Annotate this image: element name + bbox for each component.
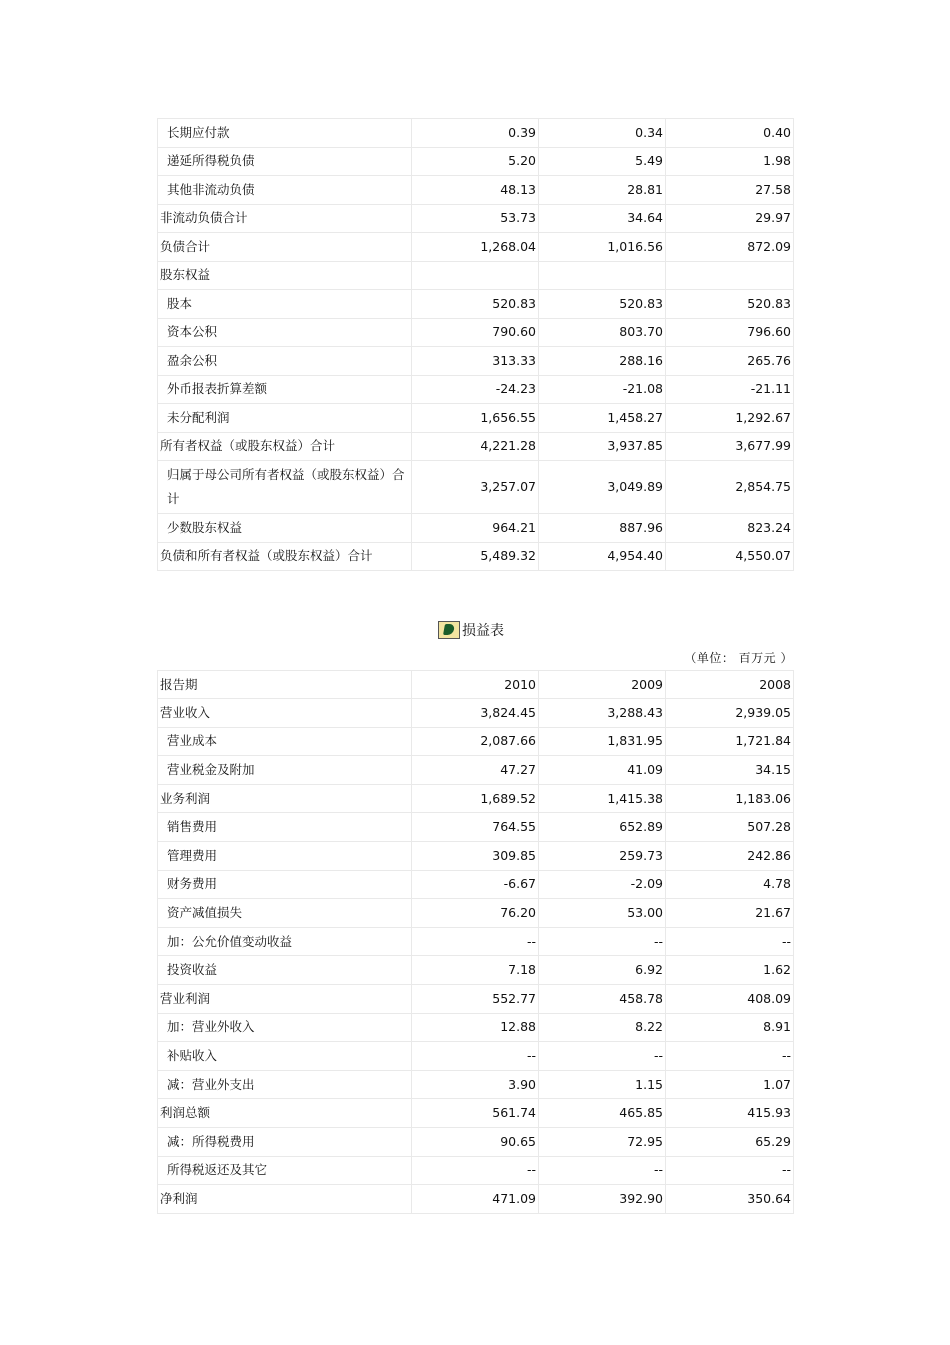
table-row [158,290,794,319]
row-value: 1,458.27 [539,404,666,433]
header-year: 2010 [412,671,539,699]
row-label: 股东权益 [158,261,412,290]
row-value: 5.20 [412,147,539,176]
table-row [158,375,794,404]
row-value: 1.15 [539,1070,666,1099]
row-label: 资产减值损失 [158,899,412,928]
row-value: 2,854.75 [666,461,794,514]
table-row [158,727,794,756]
row-value: 3,049.89 [539,461,666,514]
row-value: 1.98 [666,147,794,176]
row-value: 259.73 [539,841,666,870]
row-value: 5,489.32 [412,542,539,571]
row-value: 34.64 [539,204,666,233]
row-label: 管理费用 [158,841,412,870]
row-value: -24.23 [412,375,539,404]
row-label: 所得税返还及其它 [158,1156,412,1185]
row-value: 872.09 [666,233,794,262]
row-value: 309.85 [412,841,539,870]
table-row [158,813,794,842]
row-label: 补贴收入 [158,1042,412,1071]
table-row [158,927,794,956]
row-label: 减：营业外支出 [158,1070,412,1099]
row-value: 27.58 [666,176,794,205]
table-row [158,756,794,785]
row-value: 0.39 [412,119,539,148]
row-value [412,261,539,290]
row-value: 415.93 [666,1099,794,1128]
row-value: 242.86 [666,841,794,870]
table-row [158,176,794,205]
row-value: 3,824.45 [412,699,539,728]
row-label: 营业收入 [158,699,412,728]
table-row [158,870,794,899]
row-value: 21.67 [666,899,794,928]
row-value: 1,831.95 [539,727,666,756]
table-row [158,347,794,376]
table-row [158,1099,794,1128]
row-value: 76.20 [412,899,539,928]
income-statement-body [158,671,794,1214]
row-value: 6.92 [539,956,666,985]
row-value: 8.91 [666,1013,794,1042]
row-label: 负债和所有者权益（或股东权益）合计 [158,542,412,571]
table-row [158,261,794,290]
row-value: -- [412,927,539,956]
table-row [158,1156,794,1185]
table-row [158,233,794,262]
row-value: 796.60 [666,318,794,347]
table-row [158,542,794,571]
row-value: 65.29 [666,1127,794,1156]
row-value: 53.73 [412,204,539,233]
balance-sheet-table [157,118,794,571]
row-value: 520.83 [539,290,666,319]
row-label: 销售费用 [158,813,412,842]
row-value: 0.34 [539,119,666,148]
row-value: 823.24 [666,514,794,543]
row-value: -- [539,1042,666,1071]
row-value: 652.89 [539,813,666,842]
row-label: 盈余公积 [158,347,412,376]
row-value: -21.08 [539,375,666,404]
row-value: 3,257.07 [412,461,539,514]
row-label: 业务利润 [158,784,412,813]
row-value: 350.64 [666,1185,794,1214]
row-value: 3.90 [412,1070,539,1099]
row-value: -21.11 [666,375,794,404]
header-year: 2009 [539,671,666,699]
row-value: 4,550.07 [666,542,794,571]
table-row [158,956,794,985]
row-label: 归属于母公司所有者权益（或股东权益）合计 [158,461,412,514]
row-value: 964.21 [412,514,539,543]
row-value: 561.74 [412,1099,539,1128]
row-value: 1,016.56 [539,233,666,262]
row-value: 471.09 [412,1185,539,1214]
table-row [158,432,794,461]
row-label: 财务费用 [158,870,412,899]
table-row [158,514,794,543]
row-value: 520.83 [412,290,539,319]
row-value: 53.00 [539,899,666,928]
table-row [158,1013,794,1042]
row-label: 长期应付款 [158,119,412,148]
table-row [158,784,794,813]
row-label: 减：所得税费用 [158,1127,412,1156]
table-row [158,119,794,148]
row-label: 投资收益 [158,956,412,985]
row-label: 少数股东权益 [158,514,412,543]
row-value: 520.83 [666,290,794,319]
row-value: 507.28 [666,813,794,842]
balance-sheet-body [158,119,794,571]
row-value: 313.33 [412,347,539,376]
row-label: 利润总额 [158,1099,412,1128]
row-value: 4,221.28 [412,432,539,461]
row-value: -- [666,1156,794,1185]
row-value: -- [539,1156,666,1185]
header-label: 报告期 [158,671,412,699]
table-row [158,1127,794,1156]
row-label: 加：公允价值变动收益 [158,927,412,956]
row-value [539,261,666,290]
row-value: 1,415.38 [539,784,666,813]
income-statement-title-text: 损益表 [462,623,504,639]
table-row [158,318,794,347]
row-label: 营业税金及附加 [158,756,412,785]
row-label: 非流动负债合计 [158,204,412,233]
table-row [158,404,794,433]
row-value: 29.97 [666,204,794,233]
row-value: 47.27 [412,756,539,785]
row-value: -6.67 [412,870,539,899]
table-row [158,461,794,514]
table-row [158,699,794,728]
table-row [158,1042,794,1071]
table-row [158,899,794,928]
row-value: 1.07 [666,1070,794,1099]
row-value: 1,721.84 [666,727,794,756]
table-row [158,147,794,176]
row-value: 2,939.05 [666,699,794,728]
row-value: 552.77 [412,984,539,1013]
row-value: -- [412,1156,539,1185]
row-value: 1,689.52 [412,784,539,813]
row-value: 4,954.40 [539,542,666,571]
row-value: 1,183.06 [666,784,794,813]
row-value: 48.13 [412,176,539,205]
row-value: 408.09 [666,984,794,1013]
table-row [158,1070,794,1099]
row-value [666,261,794,290]
row-label: 股本 [158,290,412,319]
row-value: 7.18 [412,956,539,985]
row-value: 803.70 [539,318,666,347]
row-label: 营业利润 [158,984,412,1013]
table-row [158,841,794,870]
document-icon [438,621,460,639]
row-value: 28.81 [539,176,666,205]
row-label: 递延所得税负债 [158,147,412,176]
row-value: 1,292.67 [666,404,794,433]
row-value: 887.96 [539,514,666,543]
row-value: 41.09 [539,756,666,785]
income-statement-title [438,619,504,641]
row-value: 465.85 [539,1099,666,1128]
row-value: 265.76 [666,347,794,376]
row-value: 5.49 [539,147,666,176]
row-value: 34.15 [666,756,794,785]
row-value: 12.88 [412,1013,539,1042]
unit-note: （单位： 百万元 ） [684,651,793,665]
row-value: -2.09 [539,870,666,899]
row-label: 资本公积 [158,318,412,347]
row-value: -- [666,927,794,956]
table-row [158,204,794,233]
row-value: -- [412,1042,539,1071]
row-value: 790.60 [412,318,539,347]
row-value: 8.22 [539,1013,666,1042]
row-value: 1,268.04 [412,233,539,262]
row-value: 1.62 [666,956,794,985]
row-value: 0.40 [666,119,794,148]
row-label: 未分配利润 [158,404,412,433]
table-row [158,1185,794,1214]
row-value: 3,288.43 [539,699,666,728]
row-label: 加：营业外收入 [158,1013,412,1042]
row-value: 458.78 [539,984,666,1013]
row-value: 1,656.55 [412,404,539,433]
row-label: 所有者权益（或股东权益）合计 [158,432,412,461]
table-row [158,984,794,1013]
row-value: -- [666,1042,794,1071]
row-value: 4.78 [666,870,794,899]
row-label: 负债合计 [158,233,412,262]
header-year: 2008 [666,671,794,699]
row-value: 3,937.85 [539,432,666,461]
table-header-row [158,671,794,699]
row-value: 3,677.99 [666,432,794,461]
row-label: 其他非流动负债 [158,176,412,205]
income-statement-table [157,670,794,1214]
row-value: 288.16 [539,347,666,376]
row-value: -- [539,927,666,956]
row-label: 营业成本 [158,727,412,756]
row-label: 净利润 [158,1185,412,1214]
row-value: 764.55 [412,813,539,842]
row-value: 2,087.66 [412,727,539,756]
row-value: 392.90 [539,1185,666,1214]
row-value: 90.65 [412,1127,539,1156]
row-label: 外币报表折算差额 [158,375,412,404]
row-value: 72.95 [539,1127,666,1156]
